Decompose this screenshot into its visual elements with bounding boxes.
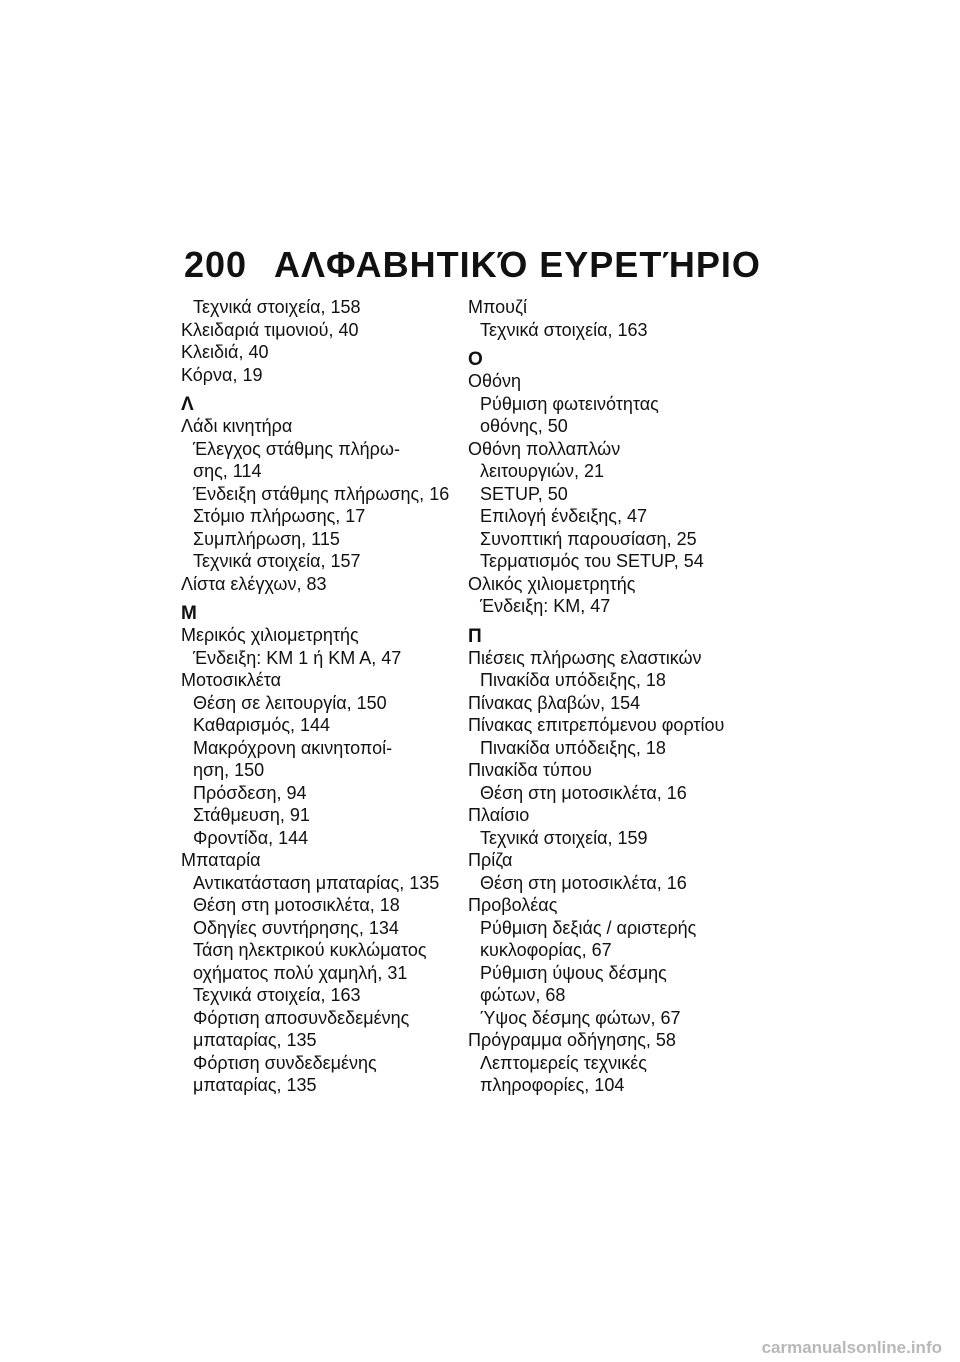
- index-entry: Πίνακας επιτρεπόμενου φορτίου: [468, 715, 725, 735]
- index-subentry: Πρόσδεση, 94: [193, 782, 307, 803]
- index-subentry: Ένδειξη: KM, 47: [480, 596, 611, 616]
- index-subentry: Τεχνικά στοιχεία, 157: [193, 551, 361, 571]
- index-subentry: Θέση στη μοτοσικλέτα, 16: [480, 782, 687, 803]
- index-subentry: Έλεγχος στάθμης πλήρω-: [193, 438, 400, 459]
- index-subentry: SETUP, 50: [480, 483, 568, 504]
- index-letter-heading: Μ: [181, 603, 197, 624]
- index-subentry: Αντικατάσταση μπαταρίας, 135: [193, 872, 440, 893]
- page-number: 200: [184, 244, 248, 285]
- index-continuation: κυκλοφορίας, 67: [480, 940, 612, 960]
- index-entry: Οθόνη: [468, 371, 522, 391]
- index-entry: Κλειδαριά τιμονιού, 40: [181, 319, 359, 340]
- index-subentry: Επιλογή ένδειξης, 47: [480, 506, 648, 526]
- index-subentry: Ύψος δέσμης φώτων, 67: [480, 1007, 681, 1028]
- index-subentry: Λεπτομερείς τεχνικές: [480, 1052, 647, 1073]
- index-column-right: [468, 296, 748, 1097]
- index-subentry: Τάση ηλεκτρικού κυκλώματος: [193, 940, 427, 960]
- index-subentry: Φόρτιση συνδεδεμένης: [193, 1052, 377, 1073]
- index-entry: Οθόνη πολλαπλών: [468, 438, 621, 459]
- watermark: carmanualsonline.info: [761, 1338, 942, 1357]
- index-subentry: Πινακίδα υπόδειξης, 18: [480, 670, 666, 690]
- index-column-left: [181, 296, 461, 1097]
- index-entry: Μπαταρία: [181, 850, 261, 870]
- index-continuation: λειτουργιών, 21: [480, 461, 605, 481]
- index-continuation: οχήματος πολύ χαμηλή, 31: [193, 962, 408, 983]
- index-continuation: μπαταρίας, 135: [193, 1075, 317, 1095]
- index-subentry: Τεχνικά στοιχεία, 163: [193, 985, 361, 1005]
- index-subentry: Τερματισμός του SETUP, 54: [480, 551, 704, 571]
- index-subentry: Ένδειξη στάθμης πλήρωσης, 16: [193, 483, 450, 504]
- index-continuation: ηση, 150: [193, 760, 265, 780]
- index-subentry: Τεχνικά στοιχεία, 159: [480, 827, 648, 848]
- index-subentry: Θέση στη μοτοσικλέτα, 16: [480, 872, 687, 893]
- index-entry: Λάδι κινητήρα: [181, 416, 293, 436]
- index-subentry: Φόρτιση αποσυνδεδεμένης: [193, 1007, 410, 1028]
- index-subentry: Ρύθμιση φωτεινότητας: [480, 393, 659, 414]
- index-continuation: μπαταρίας, 135: [193, 1030, 317, 1050]
- index-entry: Πινακίδα τύπου: [468, 760, 592, 780]
- index-subentry: Οδηγίες συντήρησης, 134: [193, 917, 399, 938]
- index-letter-heading: Λ: [181, 394, 194, 415]
- index-entry: Πλαίσιο: [468, 805, 530, 825]
- index-continuation: φώτων, 68: [480, 985, 566, 1005]
- index-entry: Πρόγραμμα οδήγησης, 58: [468, 1030, 676, 1050]
- index-entry: Πίνακας βλαβών, 154: [468, 692, 641, 713]
- index-entry: Προβολέας: [468, 895, 558, 915]
- index-subentry: Φροντίδα, 144: [193, 827, 309, 848]
- index-subentry: Μακρόχρονη ακινητοποί-: [193, 737, 393, 758]
- index-subentry: Ρύθμιση δεξιάς / αριστερής: [480, 917, 697, 938]
- index-subentry: Θέση στη μοτοσικλέτα, 18: [193, 895, 400, 915]
- index-entry: Λίστα ελέγχων, 83: [181, 573, 327, 594]
- index-entry: Κόρνα, 19: [181, 364, 263, 385]
- index-subentry: Ένδειξη: KM 1 ή KM A, 47: [193, 647, 402, 668]
- index-subentry: Πινακίδα υπόδειξης, 18: [480, 737, 666, 758]
- index-subentry: Στάθμευση, 91: [193, 805, 310, 825]
- index-letter-heading: Π: [468, 625, 482, 647]
- index-entry: Πρίζα: [468, 850, 513, 870]
- index-subentry: Θέση σε λειτουργία, 150: [193, 692, 387, 713]
- index-entry: Μερικός χιλιομετρητής: [181, 625, 359, 645]
- index-subentry: Συμπλήρωση, 115: [193, 528, 340, 549]
- index-subentry: Στόμιο πλήρωσης, 17: [193, 506, 366, 526]
- page-header: [184, 244, 884, 286]
- index-subentry: Ρύθμιση ύψους δέσμης: [480, 962, 667, 983]
- index-subentry: Τεχνικά στοιχεία, 158: [193, 297, 361, 317]
- index-continuation: πληροφορίες, 104: [480, 1075, 625, 1095]
- index-entry: Ολικός χιλιομετρητής: [468, 573, 636, 594]
- index-entry: Πιέσεις πλήρωσης ελαστικών: [468, 647, 702, 668]
- index-letter-heading: Ο: [468, 349, 483, 370]
- index-continuation: σης, 114: [193, 461, 262, 481]
- index-subentry: Καθαρισμός, 144: [193, 715, 331, 735]
- index-continuation: οθόνης, 50: [480, 416, 568, 436]
- index-entry: Μπουζί: [468, 297, 527, 317]
- index-entry: Κλειδιά, 40: [181, 342, 269, 362]
- index-entry: Μοτοσικλέτα: [181, 670, 282, 690]
- page-title: ΑΛΦΑΒΗΤΙΚΌ ΕΥΡΕΤΉΡΙΟ: [274, 244, 761, 285]
- index-subentry: Συνοπτική παρουσίαση, 25: [480, 528, 697, 549]
- index-subentry: Τεχνικά στοιχεία, 163: [480, 319, 648, 340]
